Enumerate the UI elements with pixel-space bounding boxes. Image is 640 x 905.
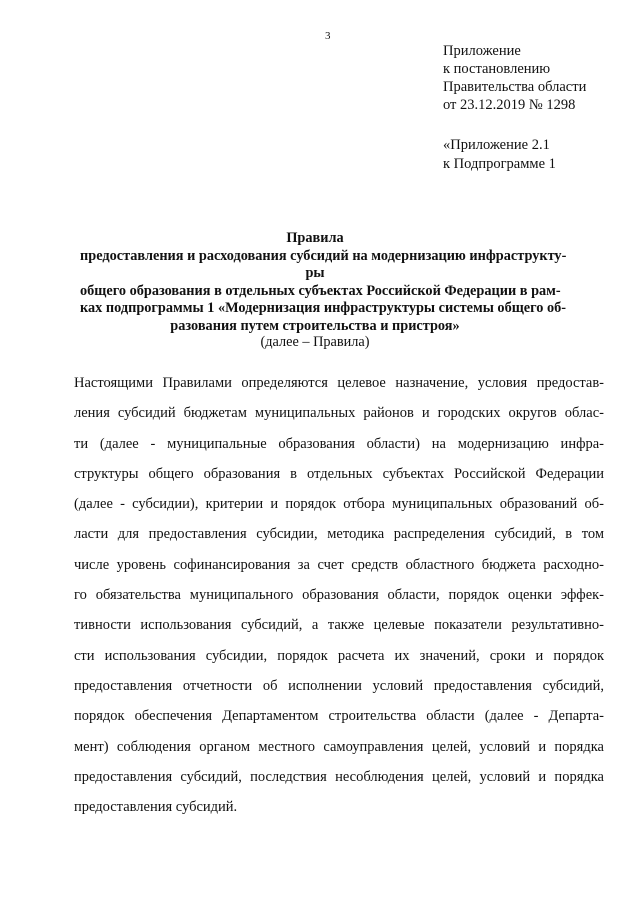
body-line: предоставления субсидий. (74, 799, 238, 816)
document-title (80, 230, 567, 335)
page-number: 3 (325, 30, 331, 42)
body-line: го обязательства муниципального образования области, порядок оценки эффек- (74, 587, 604, 604)
appendix2-line: к Подпрограмме 1 (443, 156, 556, 172)
title-line: ках подпрограммы 1 «Модернизация инфраструктуры системы общего об- (80, 300, 567, 316)
title-subtitle: (далее – Правила) (260, 334, 370, 350)
body-line: ления субсидий бюджетам муниципальных районов и городских округов облас- (74, 405, 604, 422)
title-line: общего образования в отдельных субъектах Российской Федерации в рам- (80, 282, 561, 299)
body-line: мент) соблюдения органом местного самоуправления целей, условий и порядка (74, 738, 604, 755)
body-line: числе уровень софинансирования за счет средств областного бюджета расходно- (74, 556, 604, 573)
body-line: тивности использования субсидий, а также целевые показатели результативно- (74, 617, 604, 634)
body-line: порядок обеспечения Департаментом строительства области (далее - Департа- (74, 708, 604, 725)
body-line: ти (далее - муниципальные образования области) на модернизацию инфра- (74, 435, 604, 452)
appendix-header (443, 42, 586, 114)
body-line: (далее - субсидии), критерии и порядок отбора муниципальных образований об- (74, 496, 604, 513)
title-line: разования путем строительства и пристроя» (170, 317, 460, 334)
body-line: сти использования субсидии, порядок расчета их значений, сроки и порядок (74, 647, 604, 664)
title-line: предоставления и расходования субсидий на модернизацию инфраструкту- (80, 247, 567, 264)
body-line: Настоящими Правилами определяются целевое назначение, условия предостав- (74, 375, 604, 391)
body-line: ласти для предоставления субсидии, методика распределения субсидий, в том (74, 526, 604, 543)
body-line: предоставления субсидий, последствия несоблюдения целей, условий и порядка (74, 768, 604, 785)
title-line: ры (305, 265, 325, 281)
body-line: структуры общего образования в отдельных субъектах Российской Федерации (74, 465, 604, 482)
appendix-line: Правительства области (443, 79, 587, 95)
appendix2-line: «Приложение 2.1 (443, 137, 550, 153)
appendix-line: Приложение (443, 43, 521, 59)
appendix-line: к постановлению (443, 61, 551, 77)
body-line: предоставления отчетности об исполнении условий предоставления субсидий, (74, 677, 604, 694)
appendix-2-1-header (443, 136, 556, 174)
title-line: Правила (286, 230, 344, 246)
body-paragraph (74, 368, 604, 822)
appendix-line: от 23.12.2019 № 1298 (443, 97, 576, 113)
